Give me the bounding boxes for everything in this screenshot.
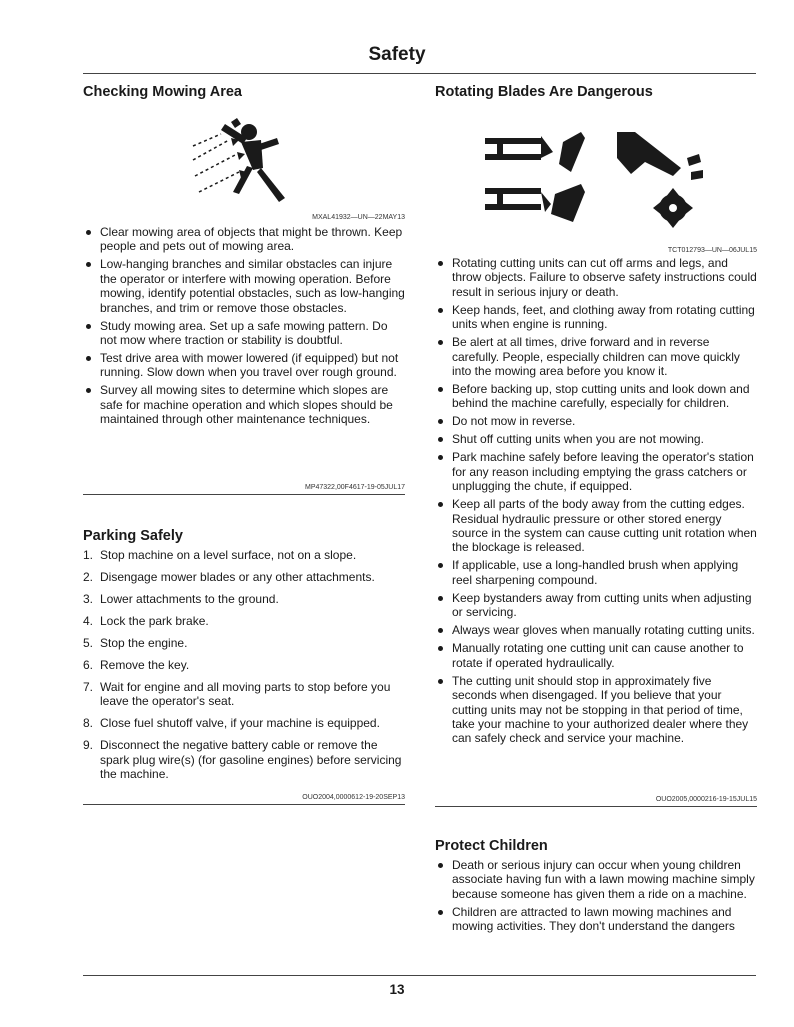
list-item: 8. Close fuel shutoff valve, if your machine is equipped.	[83, 716, 380, 731]
list-item: Low-hanging branches and similar obstacles can injure the operator or interfere with mowing operation. Before mowing, identify potential obstacles, such as low-hanging branches, and trim or remove those obstacles.	[83, 257, 405, 315]
list-item: Shut off cutting units when you are not mowing.	[435, 432, 757, 446]
right-column	[435, 0, 757, 1027]
parking-safely-steps	[83, 548, 405, 789]
list-item: Survey all mowing sites to determine which slopes are safe for machine operation and which slopes should be maintained through other maintenance techniques.	[83, 383, 405, 426]
checking-mowing-area-list	[83, 225, 405, 430]
section-rule	[83, 804, 405, 805]
section-heading-parking-safely: Parking Safely	[83, 528, 183, 544]
list-item: 7. Wait for engine and all moving parts to stop before you leave the operator's seat.	[83, 680, 391, 709]
list-item: 4. Lock the park brake.	[83, 614, 209, 628]
left-column	[83, 0, 405, 1027]
list-item: 5. Stop the engine.	[83, 636, 188, 650]
list-item: 3. Lower attachments to the ground.	[83, 592, 279, 606]
list-item: Keep hands, feet, and clothing away from rotating cutting units when engine is running.	[435, 303, 757, 332]
list-item: 6. Remove the key.	[83, 658, 190, 672]
list-item: 2. Disengage mower blades or any other attachments.	[83, 570, 375, 584]
list-item: Test drive area with mower lowered (if equipped) but not running. Slow down when you travel over rough ground.	[83, 351, 405, 380]
list-item: Rotating cutting units can cut off arms and legs, and throw objects. Failure to observe safety instructions could result in serious injury or death.	[435, 256, 757, 299]
list-item: Clear mowing area of objects that might be thrown. Keep people and pets out of mowing area.	[83, 225, 405, 254]
list-item: 1. Stop machine on a level surface, not on a slope.	[83, 548, 357, 562]
list-item: 9. Disconnect the negative battery cable or remove the spark plug wire(s) (for gasoline engines) before servicing the machine.	[83, 738, 402, 782]
list-item: Manually rotating one cutting unit can cause another to rotate if operated hydraulically.	[435, 641, 757, 670]
thrown-objects-warning-icon	[191, 110, 311, 210]
rotating-blades-warning-icon	[485, 128, 717, 234]
rotating-blades-list	[435, 256, 757, 749]
list-item: If applicable, use a long-handled brush when applying reel sharpening compound.	[435, 558, 757, 587]
document-reference: MP47322,00F4617-19-05JUL17	[304, 484, 405, 491]
section-heading-protect-children: Protect Children	[435, 838, 548, 854]
list-item: Park machine safely before leaving the operator's station for any reason including emptying the grass catchers or unplugging the chute, if equipped.	[435, 450, 757, 493]
list-item: Keep bystanders away from cutting units when adjusting or servicing.	[435, 591, 757, 620]
section-heading-checking-mowing-area: Checking Mowing Area	[83, 84, 242, 100]
list-item: Do not mow in reverse.	[435, 414, 757, 428]
list-item: Children are attracted to lawn mowing machines and mowing activities. They don't understand the dangers	[435, 905, 757, 934]
list-item: Study mowing area. Set up a safe mowing pattern. Do not mow where traction or stability is doubtful.	[83, 319, 405, 348]
footer-rule	[83, 975, 756, 976]
list-item: Keep all parts of the body away from the cutting edges. Residual hydraulic pressure or other stored energy source in the system can cause cutting unit rotation when the blockage is released.	[435, 497, 757, 555]
section-rule	[83, 494, 405, 495]
figure-reference: MXAL41932—UN—22MAY13	[312, 214, 405, 221]
list-item: Be alert at all times, drive forward and in reverse carefully. People, especially children can move quickly into the mowing area before you know it.	[435, 335, 757, 378]
section-rule	[435, 806, 757, 807]
document-reference: OUO2005,0000216-19-15JUL15	[655, 796, 757, 803]
list-item: Before backing up, stop cutting units and look down and behind the machine carefully, especially for children.	[435, 382, 757, 411]
list-item: The cutting unit should stop in approximately five seconds when disengaged. If you believe that your cutting units may not be stopping in that period of time, take your machine to your authorized dealer where they can safely check and service your machine.	[435, 674, 757, 746]
page-title: Safety	[368, 44, 426, 65]
page-number: 13	[389, 982, 405, 997]
list-item: Death or serious injury can occur when young children associate having fun with a lawn mowing machine simply because someone has given them a ride on a machine.	[435, 858, 757, 901]
figure-reference: TCT012793—UN—06JUL15	[667, 247, 757, 254]
document-reference: OUO2004,0000612-19-20SEP13	[302, 794, 405, 801]
list-item: Always wear gloves when manually rotating cutting units.	[435, 623, 757, 637]
protect-children-list	[435, 858, 757, 937]
section-heading-rotating-blades: Rotating Blades Are Dangerous	[435, 84, 653, 100]
